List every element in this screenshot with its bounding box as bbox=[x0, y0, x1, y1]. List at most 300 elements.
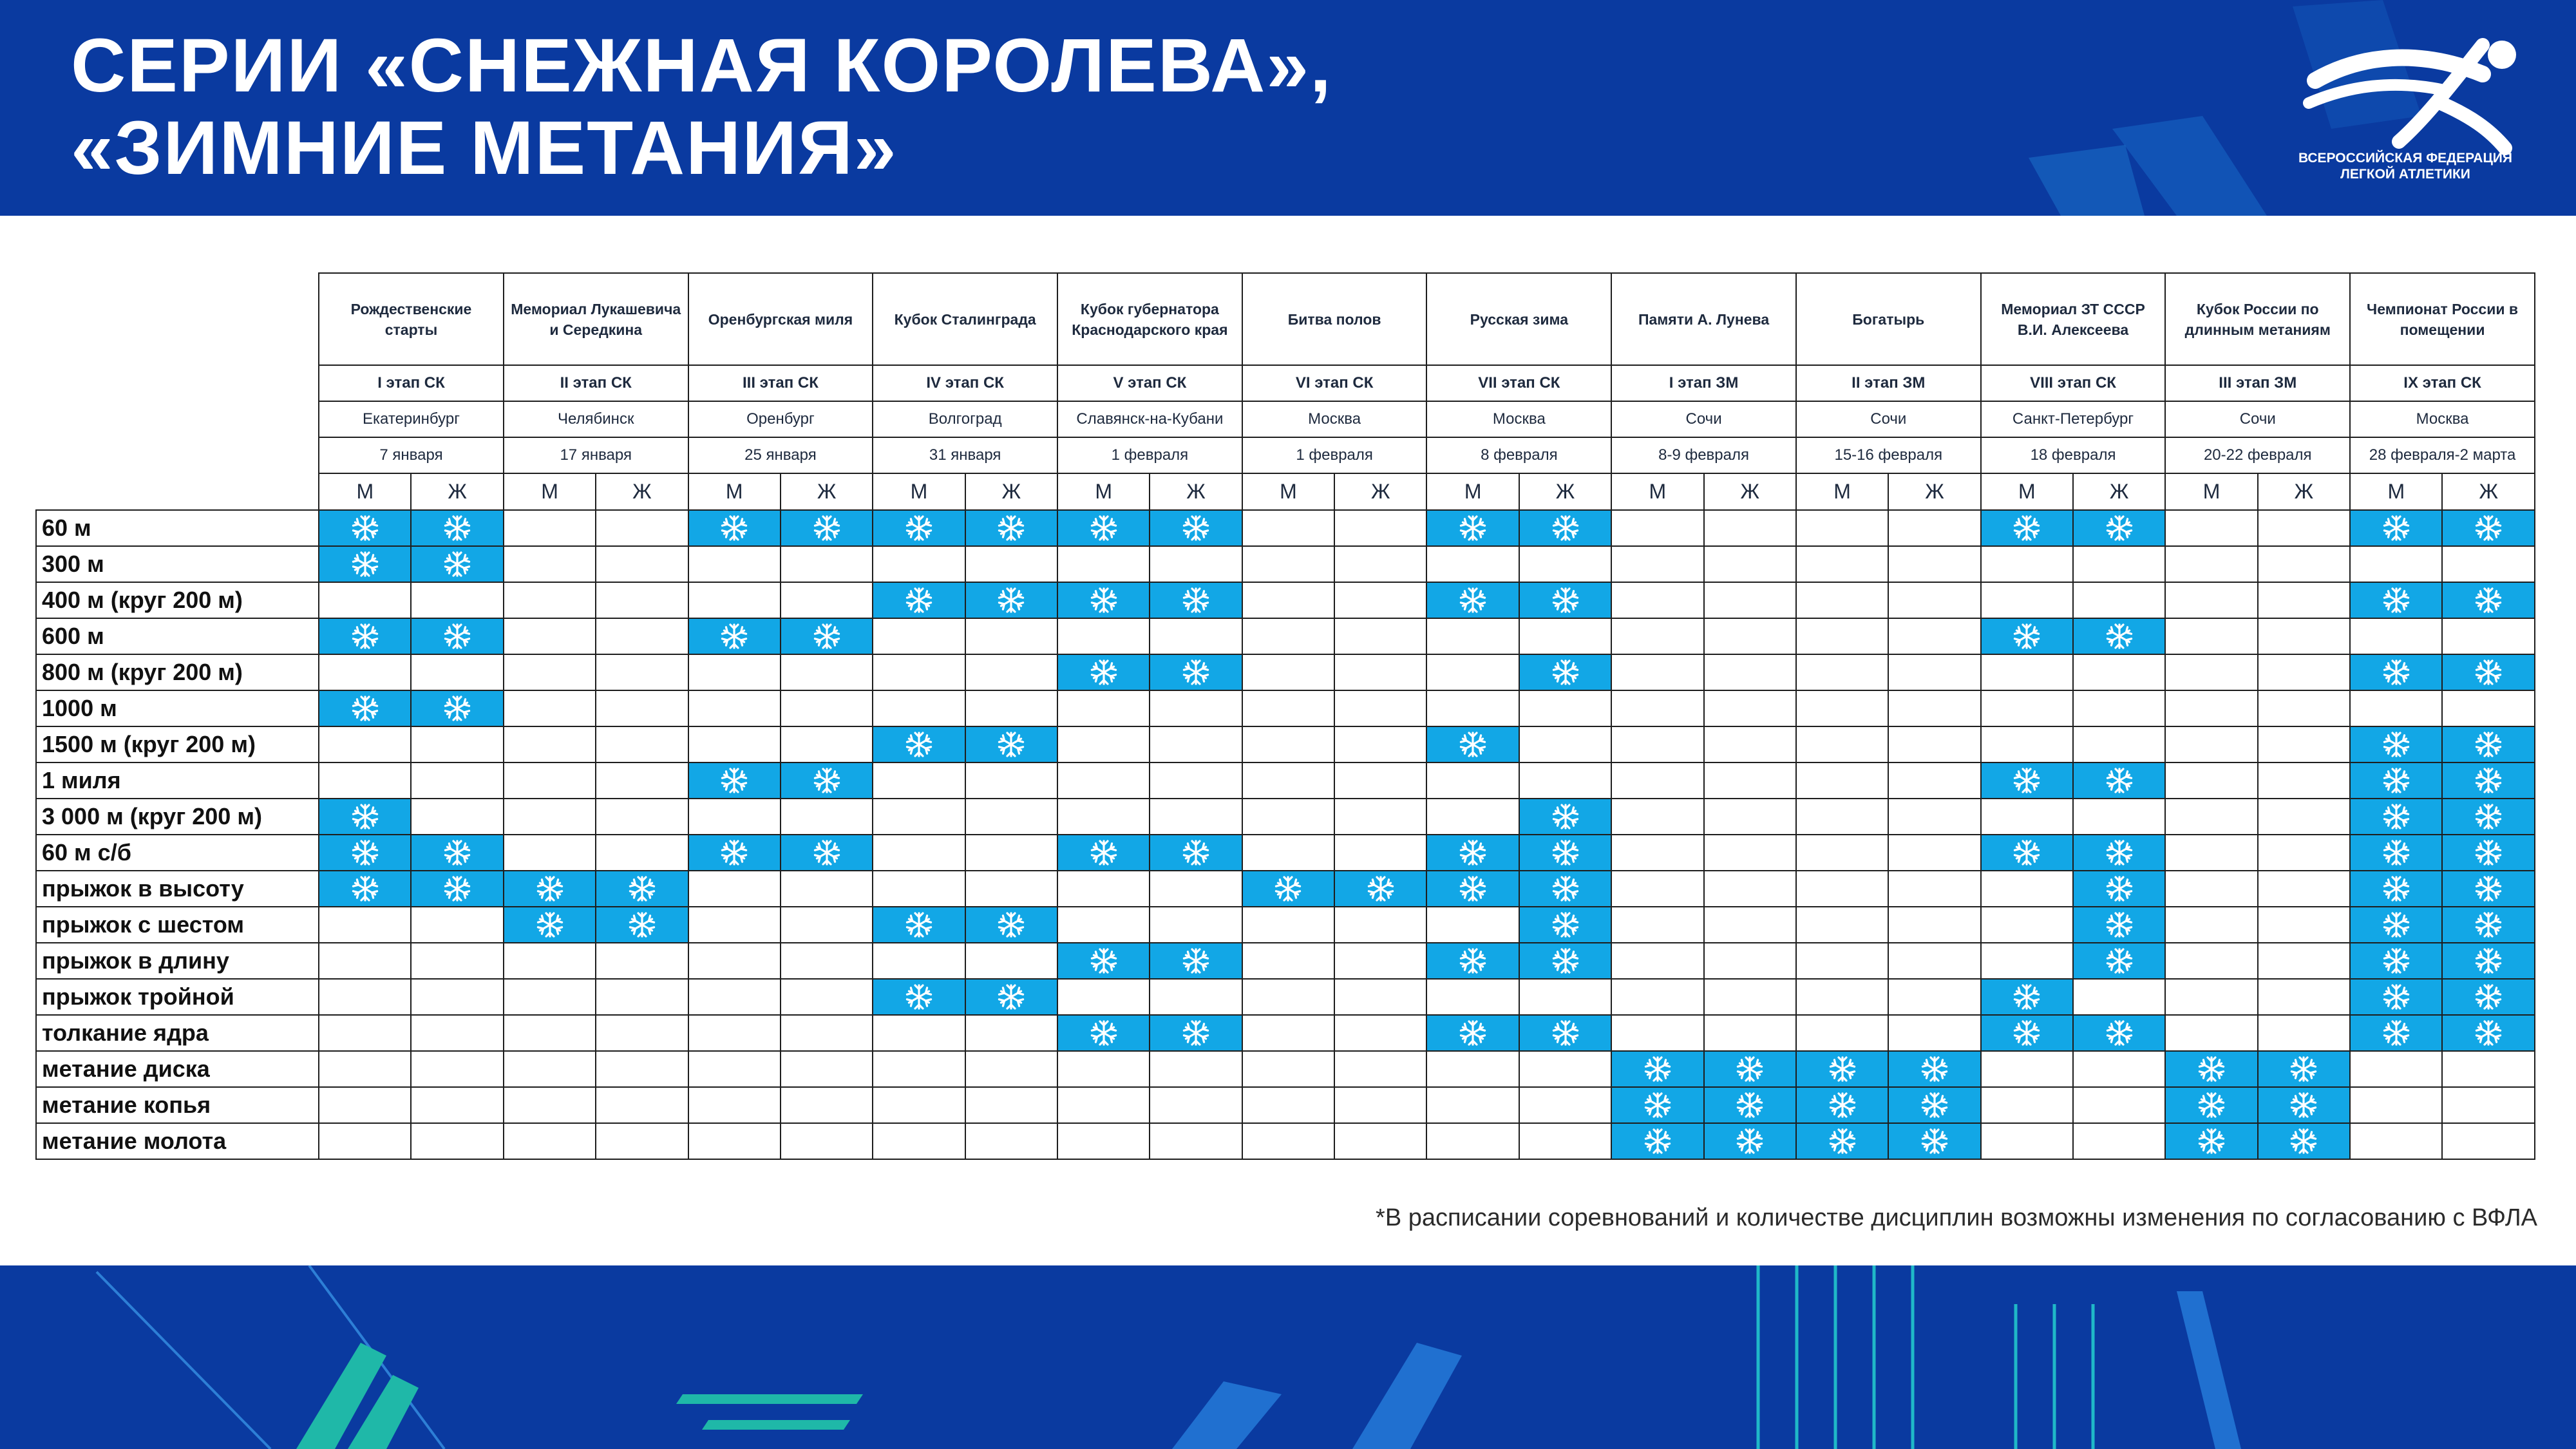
empty-cell bbox=[1796, 690, 1888, 726]
scheduled-cell bbox=[2073, 907, 2165, 943]
empty-cell bbox=[1426, 654, 1519, 690]
empty-cell bbox=[2165, 835, 2257, 871]
scheduled-cell bbox=[411, 510, 503, 546]
discipline-name: 60 м с/б bbox=[36, 835, 319, 871]
empty-cell bbox=[1796, 726, 1888, 762]
empty-cell bbox=[1150, 979, 1242, 1015]
empty-cell bbox=[1611, 582, 1703, 618]
empty-cell bbox=[1242, 546, 1334, 582]
scheduled-cell bbox=[2350, 582, 2442, 618]
event-city: Екатеринбург bbox=[319, 401, 504, 437]
empty-cell bbox=[873, 1087, 965, 1123]
empty-cell bbox=[1334, 510, 1426, 546]
scheduled-cell bbox=[688, 835, 781, 871]
scheduled-cell bbox=[2442, 979, 2535, 1015]
event-city: Сочи bbox=[1611, 401, 1796, 437]
empty-cell bbox=[1704, 546, 1796, 582]
scheduled-cell bbox=[2073, 943, 2165, 979]
discipline-name: 300 м bbox=[36, 546, 319, 582]
empty-cell bbox=[1242, 1051, 1334, 1087]
empty-cell bbox=[2258, 726, 2350, 762]
event-date: 31 января bbox=[873, 437, 1057, 473]
discipline-name: 1 миля bbox=[36, 762, 319, 799]
empty-cell bbox=[873, 1051, 965, 1087]
snowflake-icon bbox=[1643, 1127, 1672, 1155]
empty-cell bbox=[1888, 690, 1980, 726]
table-row bbox=[36, 1051, 2535, 1087]
event-city: Москва bbox=[2350, 401, 2535, 437]
empty-cell bbox=[1150, 546, 1242, 582]
scheduled-cell bbox=[411, 835, 503, 871]
empty-cell bbox=[596, 1123, 688, 1159]
empty-cell bbox=[781, 654, 873, 690]
scheduled-cell bbox=[2442, 835, 2535, 871]
empty-cell bbox=[1519, 726, 1611, 762]
snowflake-icon bbox=[443, 514, 471, 542]
women-label: Ж bbox=[2442, 473, 2535, 510]
empty-cell bbox=[1150, 1123, 1242, 1159]
empty-cell bbox=[411, 726, 503, 762]
snowflake-icon bbox=[997, 586, 1025, 614]
snowflake-icon bbox=[1090, 586, 1118, 614]
empty-cell bbox=[1242, 1015, 1334, 1051]
empty-cell bbox=[1704, 835, 1796, 871]
empty-cell bbox=[504, 582, 596, 618]
discipline-name: 600 м bbox=[36, 618, 319, 654]
scheduled-cell bbox=[2442, 510, 2535, 546]
snowflake-icon bbox=[628, 875, 656, 903]
empty-cell bbox=[1796, 762, 1888, 799]
scheduled-cell bbox=[1057, 1015, 1150, 1051]
event-stage: I этап ЗМ bbox=[1611, 365, 1796, 401]
snowflake-icon bbox=[2289, 1055, 2318, 1083]
snowflake-icon bbox=[2105, 1019, 2134, 1047]
empty-cell bbox=[965, 835, 1057, 871]
table-row bbox=[36, 835, 2535, 871]
scheduled-cell bbox=[781, 835, 873, 871]
snowflake-icon bbox=[443, 694, 471, 723]
empty-cell bbox=[1242, 654, 1334, 690]
empty-cell bbox=[2073, 1087, 2165, 1123]
empty-cell bbox=[2258, 871, 2350, 907]
snowflake-icon bbox=[2382, 1019, 2410, 1047]
discipline-name: 800 м (круг 200 м) bbox=[36, 654, 319, 690]
header-row-stage bbox=[36, 365, 2535, 401]
event-name: Кубок России по длинным метаниям bbox=[2165, 273, 2350, 365]
discipline-name: 1000 м bbox=[36, 690, 319, 726]
empty-cell bbox=[1334, 835, 1426, 871]
snowflake-icon bbox=[2474, 838, 2503, 867]
empty-cell bbox=[1519, 546, 1611, 582]
snowflake-icon bbox=[1459, 875, 1487, 903]
scheduled-cell bbox=[2442, 907, 2535, 943]
women-label: Ж bbox=[1150, 473, 1242, 510]
empty-cell bbox=[2350, 1087, 2442, 1123]
event-name: Кубок губернатора Краснодарского края bbox=[1057, 273, 1242, 365]
scheduled-cell bbox=[1426, 582, 1519, 618]
scheduled-cell bbox=[873, 979, 965, 1015]
empty-cell bbox=[1334, 979, 1426, 1015]
scheduled-cell bbox=[965, 907, 1057, 943]
empty-cell bbox=[1426, 1123, 1519, 1159]
empty-cell bbox=[1334, 943, 1426, 979]
scheduled-cell bbox=[2442, 726, 2535, 762]
empty-cell bbox=[1334, 546, 1426, 582]
snowflake-icon bbox=[813, 838, 841, 867]
empty-cell bbox=[1888, 835, 1980, 871]
empty-cell bbox=[1704, 726, 1796, 762]
header-banner bbox=[0, 0, 2576, 216]
empty-cell bbox=[1057, 1087, 1150, 1123]
empty-cell bbox=[2442, 690, 2535, 726]
empty-cell bbox=[1150, 1051, 1242, 1087]
empty-cell bbox=[688, 726, 781, 762]
empty-cell bbox=[2165, 546, 2257, 582]
scheduled-cell bbox=[2350, 799, 2442, 835]
empty-cell bbox=[1704, 871, 1796, 907]
empty-cell bbox=[1150, 618, 1242, 654]
scheduled-cell bbox=[2165, 1123, 2257, 1159]
scheduled-cell bbox=[965, 979, 1057, 1015]
snowflake-icon bbox=[2474, 766, 2503, 795]
empty-cell bbox=[1242, 979, 1334, 1015]
empty-cell bbox=[1519, 690, 1611, 726]
empty-cell bbox=[688, 654, 781, 690]
snowflake-icon bbox=[1828, 1055, 1857, 1083]
scheduled-cell bbox=[1888, 1087, 1980, 1123]
empty-cell bbox=[873, 799, 965, 835]
scheduled-cell bbox=[873, 907, 965, 943]
scheduled-cell bbox=[1519, 907, 1611, 943]
empty-cell bbox=[1796, 618, 1888, 654]
scheduled-cell bbox=[2258, 1123, 2350, 1159]
snowflake-icon bbox=[1643, 1055, 1672, 1083]
scheduled-cell bbox=[1519, 654, 1611, 690]
scheduled-cell bbox=[1611, 1123, 1703, 1159]
empty-cell bbox=[1519, 1051, 1611, 1087]
men-label: М bbox=[1796, 473, 1888, 510]
empty-cell bbox=[781, 1123, 873, 1159]
empty-cell bbox=[411, 1015, 503, 1051]
empty-cell bbox=[2258, 907, 2350, 943]
scheduled-cell bbox=[319, 618, 411, 654]
empty-cell bbox=[1150, 690, 1242, 726]
empty-cell bbox=[2442, 618, 2535, 654]
empty-cell bbox=[781, 690, 873, 726]
snowflake-icon bbox=[443, 622, 471, 650]
empty-cell bbox=[873, 690, 965, 726]
women-label: Ж bbox=[781, 473, 873, 510]
snowflake-icon bbox=[2197, 1055, 2226, 1083]
empty-cell bbox=[1242, 1087, 1334, 1123]
discipline-name: толкание ядра bbox=[36, 1015, 319, 1051]
event-date: 8 февраля bbox=[1426, 437, 1611, 473]
discipline-name: 400 м (круг 200 м) bbox=[36, 582, 319, 618]
empty-cell bbox=[504, 546, 596, 582]
empty-cell bbox=[781, 1087, 873, 1123]
empty-cell bbox=[688, 799, 781, 835]
empty-cell bbox=[2165, 943, 2257, 979]
empty-cell bbox=[2165, 726, 2257, 762]
empty-cell bbox=[2350, 690, 2442, 726]
event-name: Битва полов bbox=[1242, 273, 1427, 365]
empty-cell bbox=[1611, 907, 1703, 943]
empty-cell bbox=[2073, 726, 2165, 762]
snowflake-icon bbox=[1459, 730, 1487, 759]
event-city: Сочи bbox=[2165, 401, 2350, 437]
empty-cell bbox=[688, 1087, 781, 1123]
snowflake-icon bbox=[720, 622, 748, 650]
snowflake-icon bbox=[1182, 658, 1210, 687]
scheduled-cell bbox=[2350, 510, 2442, 546]
empty-cell bbox=[1611, 618, 1703, 654]
snowflake-icon bbox=[2012, 514, 2041, 542]
snowflake-icon bbox=[813, 622, 841, 650]
empty-cell bbox=[1150, 1087, 1242, 1123]
empty-cell bbox=[1334, 726, 1426, 762]
scheduled-cell bbox=[1519, 799, 1611, 835]
snowflake-icon bbox=[1551, 838, 1580, 867]
empty-cell bbox=[504, 1051, 596, 1087]
empty-cell bbox=[873, 762, 965, 799]
scheduled-cell bbox=[411, 618, 503, 654]
empty-cell bbox=[688, 582, 781, 618]
snowflake-icon bbox=[1274, 875, 1302, 903]
empty-cell bbox=[873, 618, 965, 654]
empty-cell bbox=[1611, 690, 1703, 726]
scheduled-cell bbox=[319, 690, 411, 726]
scheduled-cell bbox=[2442, 943, 2535, 979]
empty-cell bbox=[2258, 546, 2350, 582]
scheduled-cell bbox=[688, 618, 781, 654]
snowflake-icon bbox=[1643, 1091, 1672, 1119]
event-name: Мемориал ЗТ СССР В.И. Алексеева bbox=[1981, 273, 2166, 365]
empty-cell bbox=[1242, 762, 1334, 799]
empty-cell bbox=[596, 1087, 688, 1123]
snowflake-icon bbox=[1551, 875, 1580, 903]
scheduled-cell bbox=[1611, 1051, 1703, 1087]
table-row bbox=[36, 762, 2535, 799]
empty-cell bbox=[1519, 979, 1611, 1015]
scheduled-cell bbox=[411, 871, 503, 907]
empty-cell bbox=[2442, 1051, 2535, 1087]
empty-cell bbox=[1981, 582, 2073, 618]
competition-schedule-table bbox=[35, 272, 2535, 1160]
empty-cell bbox=[596, 582, 688, 618]
snowflake-icon bbox=[997, 983, 1025, 1011]
scheduled-cell bbox=[2442, 762, 2535, 799]
logo-text-line-2: ЛЕГКОЙ АТЛЕТИКИ bbox=[2340, 167, 2470, 182]
empty-cell bbox=[411, 1051, 503, 1087]
event-stage: II этап СК bbox=[504, 365, 688, 401]
empty-cell bbox=[2350, 1051, 2442, 1087]
snowflake-icon bbox=[351, 694, 379, 723]
scheduled-cell bbox=[504, 907, 596, 943]
empty-cell bbox=[504, 690, 596, 726]
empty-cell bbox=[2258, 799, 2350, 835]
snowflake-icon bbox=[997, 911, 1025, 939]
empty-cell bbox=[2258, 582, 2350, 618]
empty-cell bbox=[781, 1051, 873, 1087]
scheduled-cell bbox=[873, 582, 965, 618]
empty-cell bbox=[965, 654, 1057, 690]
snowflake-icon bbox=[2382, 838, 2410, 867]
snowflake-icon bbox=[1551, 947, 1580, 975]
empty-cell bbox=[2165, 871, 2257, 907]
event-date: 28 февраля-2 марта bbox=[2350, 437, 2535, 473]
empty-cell bbox=[2165, 1015, 2257, 1051]
snowflake-icon bbox=[1920, 1055, 1949, 1083]
empty-cell bbox=[1611, 835, 1703, 871]
scheduled-cell bbox=[1242, 871, 1334, 907]
empty-cell bbox=[873, 654, 965, 690]
event-name: Кубок Сталинграда bbox=[873, 273, 1057, 365]
empty-cell bbox=[504, 1123, 596, 1159]
snowflake-icon bbox=[2289, 1091, 2318, 1119]
scheduled-cell bbox=[596, 907, 688, 943]
scheduled-cell bbox=[1888, 1123, 1980, 1159]
empty-cell bbox=[596, 979, 688, 1015]
scheduled-cell bbox=[1150, 510, 1242, 546]
empty-cell bbox=[2165, 762, 2257, 799]
empty-cell bbox=[1426, 979, 1519, 1015]
empty-cell bbox=[688, 1051, 781, 1087]
snowflake-icon bbox=[1551, 1019, 1580, 1047]
empty-cell bbox=[411, 654, 503, 690]
scheduled-cell bbox=[1519, 1015, 1611, 1051]
empty-cell bbox=[1150, 726, 1242, 762]
event-stage: I этап СК bbox=[319, 365, 504, 401]
empty-cell bbox=[1611, 762, 1703, 799]
discipline-name: метание копья bbox=[36, 1087, 319, 1123]
scheduled-cell bbox=[319, 871, 411, 907]
scheduled-cell bbox=[2073, 618, 2165, 654]
scheduled-cell bbox=[1981, 762, 2073, 799]
scheduled-cell bbox=[1519, 510, 1611, 546]
empty-cell bbox=[2073, 979, 2165, 1015]
empty-cell bbox=[2350, 618, 2442, 654]
empty-cell bbox=[2258, 618, 2350, 654]
empty-cell bbox=[319, 907, 411, 943]
empty-cell bbox=[596, 618, 688, 654]
snowflake-icon bbox=[905, 983, 933, 1011]
snowflake-icon bbox=[720, 514, 748, 542]
empty-cell bbox=[965, 871, 1057, 907]
scheduled-cell bbox=[1057, 943, 1150, 979]
empty-cell bbox=[688, 871, 781, 907]
snowflake-icon bbox=[2474, 983, 2503, 1011]
snowflake-icon bbox=[1459, 1019, 1487, 1047]
empty-cell bbox=[411, 762, 503, 799]
men-label: М bbox=[2165, 473, 2257, 510]
empty-cell bbox=[1150, 907, 1242, 943]
empty-cell bbox=[1519, 1123, 1611, 1159]
event-stage: VI этап СК bbox=[1242, 365, 1427, 401]
federation-logo-text bbox=[2283, 150, 2528, 182]
snowflake-icon bbox=[905, 586, 933, 614]
snowflake-icon bbox=[1182, 586, 1210, 614]
scheduled-cell bbox=[781, 762, 873, 799]
event-stage: VIII этап СК bbox=[1981, 365, 2166, 401]
empty-cell bbox=[411, 1087, 503, 1123]
empty-cell bbox=[2165, 582, 2257, 618]
men-label: М bbox=[1611, 473, 1703, 510]
empty-cell bbox=[1611, 510, 1703, 546]
empty-cell bbox=[1334, 1123, 1426, 1159]
snowflake-icon bbox=[905, 514, 933, 542]
snowflake-icon bbox=[1182, 514, 1210, 542]
event-city: Волгоград bbox=[873, 401, 1057, 437]
snowflake-icon bbox=[628, 911, 656, 939]
snowflake-icon bbox=[1090, 514, 1118, 542]
event-date: 15-16 февраля bbox=[1796, 437, 1981, 473]
header-row-date bbox=[36, 437, 2535, 473]
scheduled-cell bbox=[411, 690, 503, 726]
empty-cell bbox=[2073, 690, 2165, 726]
empty-cell bbox=[2165, 618, 2257, 654]
empty-cell bbox=[1888, 943, 1980, 979]
empty-cell bbox=[1242, 618, 1334, 654]
table-row bbox=[36, 690, 2535, 726]
empty-cell bbox=[1611, 799, 1703, 835]
event-date: 18 февраля bbox=[1981, 437, 2166, 473]
empty-cell bbox=[1704, 762, 1796, 799]
snowflake-icon bbox=[2382, 586, 2410, 614]
empty-cell bbox=[1796, 582, 1888, 618]
scheduled-cell bbox=[1150, 582, 1242, 618]
snowflake-icon bbox=[1459, 947, 1487, 975]
table-row bbox=[36, 1015, 2535, 1051]
discipline-name: прыжок тройной bbox=[36, 979, 319, 1015]
snowflake-icon bbox=[1182, 947, 1210, 975]
empty-cell bbox=[1981, 1051, 2073, 1087]
empty-cell bbox=[1796, 799, 1888, 835]
snowflake-icon bbox=[1090, 1019, 1118, 1047]
event-city: Санкт-Петербург bbox=[1981, 401, 2166, 437]
empty-cell bbox=[965, 546, 1057, 582]
scheduled-cell bbox=[2073, 762, 2165, 799]
empty-cell bbox=[1888, 1015, 1980, 1051]
table-row bbox=[36, 907, 2535, 943]
empty-cell bbox=[1796, 943, 1888, 979]
empty-cell bbox=[1704, 690, 1796, 726]
event-name: Мемориал Лукашевича и Середкина bbox=[504, 273, 688, 365]
empty-cell bbox=[688, 907, 781, 943]
women-label: Ж bbox=[411, 473, 503, 510]
snowflake-icon bbox=[351, 875, 379, 903]
table-row bbox=[36, 799, 2535, 835]
empty-cell bbox=[688, 1123, 781, 1159]
snowflake-icon bbox=[2382, 766, 2410, 795]
empty-cell bbox=[1888, 871, 1980, 907]
women-label: Ж bbox=[2073, 473, 2165, 510]
empty-cell bbox=[873, 871, 965, 907]
snowflake-icon bbox=[997, 730, 1025, 759]
empty-cell bbox=[1704, 979, 1796, 1015]
discipline-name: прыжок с шестом bbox=[36, 907, 319, 943]
empty-cell bbox=[2165, 979, 2257, 1015]
snowflake-icon bbox=[813, 766, 841, 795]
snowflake-icon bbox=[2105, 911, 2134, 939]
empty-cell bbox=[1704, 618, 1796, 654]
scheduled-cell bbox=[411, 546, 503, 582]
scheduled-cell bbox=[1150, 835, 1242, 871]
empty-cell bbox=[965, 1051, 1057, 1087]
empty-cell bbox=[1334, 690, 1426, 726]
header-row-city bbox=[36, 401, 2535, 437]
event-stage: II этап ЗМ bbox=[1796, 365, 1981, 401]
discipline-name: 1500 м (круг 200 м) bbox=[36, 726, 319, 762]
